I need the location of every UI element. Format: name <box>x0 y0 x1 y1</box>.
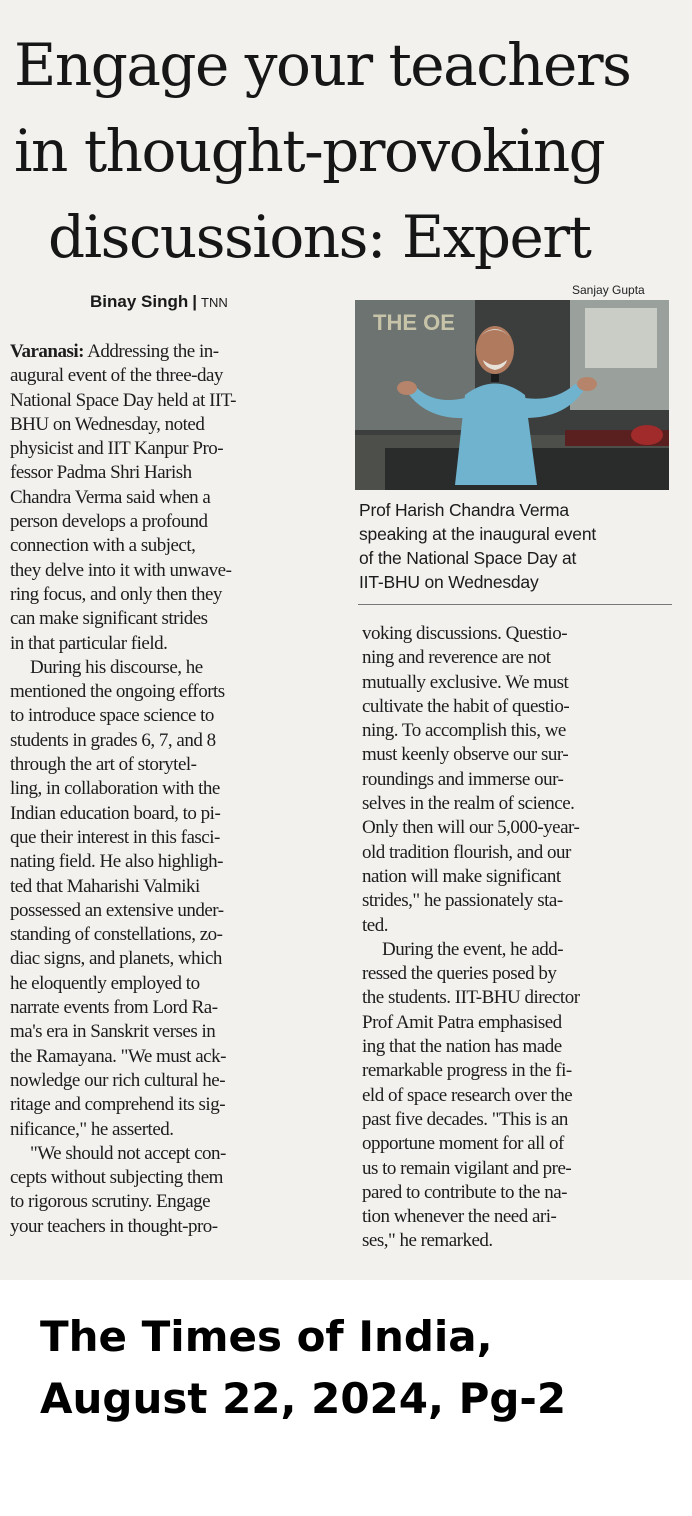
body-line: ted that Maharishi Valmiki <box>10 875 200 897</box>
body-line: nowledge our rich cultural he- <box>10 1069 226 1091</box>
speaker-illustration <box>355 300 669 490</box>
author-name: Binay Singh <box>90 292 189 311</box>
body-line: to introduce space science to <box>10 705 214 727</box>
body-line: person develops a profound <box>10 511 208 533</box>
body-line: cultivate the habit of questio- <box>362 695 570 717</box>
body-line: Chandra Verma said when a <box>10 486 211 508</box>
source-date-page: August 22, 2024, Pg-2 <box>40 1374 567 1423</box>
backdrop-banner-text: ТНЕ ОЕ <box>373 310 455 335</box>
body-line: can make significant strides <box>10 608 208 630</box>
body-line: selves in the realm of science. <box>362 793 575 815</box>
body-line: mutually exclusive. We must <box>362 671 569 693</box>
body-line <box>10 340 328 364</box>
headline-line-2: in thought-provoking <box>14 117 605 185</box>
body-line: he eloquently employed to <box>10 972 200 994</box>
body-line: roundings and immerse our- <box>362 768 564 790</box>
body-line: tion whenever the need ari- <box>362 1206 557 1228</box>
body-line: ressed the queries posed by <box>362 963 557 985</box>
body-line: possessed an extensive under- <box>10 899 224 921</box>
byline <box>90 292 228 312</box>
body-line: mentioned the ongoing efforts <box>10 681 225 703</box>
headline-line-1: Engage your teachers <box>14 31 631 99</box>
body-line: pared to contribute to the na- <box>362 1181 568 1203</box>
body-line: through the art of storytel- <box>10 754 197 776</box>
body-line: opportune moment for all of <box>362 1133 564 1155</box>
body-line: nificance," he asserted. <box>10 1118 174 1140</box>
speaker-photo <box>355 300 669 490</box>
body-line: fessor Padma Shri Harish <box>10 462 192 484</box>
source-publication: The Times of India, <box>40 1312 493 1361</box>
body-line: augural event of the three-day <box>10 365 223 387</box>
article-column-right <box>362 622 684 1254</box>
caption-line: IIT-BHU on Wednesday <box>359 572 539 592</box>
body-line: standing of constellations, zo- <box>10 924 223 946</box>
dateline: Varanasi: <box>10 341 84 362</box>
body-line: old tradition flourish, and our <box>362 841 571 863</box>
source-citation <box>40 1306 566 1430</box>
body-line: cepts without subjecting them <box>10 1167 223 1189</box>
body-line: nating field. He also highligh- <box>10 851 223 873</box>
body-line: diac signs, and planets, which <box>10 948 222 970</box>
body-line: ing that the nation has made <box>362 1036 562 1058</box>
body-line: ning and reverence are not <box>362 647 551 669</box>
body-line: Indian education board, to pi- <box>10 802 221 824</box>
body-line: us to remain vigilant and pre- <box>362 1157 572 1179</box>
body-line: BHU on Wednesday, noted <box>10 413 205 435</box>
body-line: ling, in collaboration with the <box>10 778 220 800</box>
body-line: narrate events from Lord Ra- <box>10 997 218 1019</box>
body-line: ning. To accomplish this, we <box>362 720 566 742</box>
body-line: During the event, he add- <box>382 938 564 960</box>
body-line: nation will make significant <box>362 865 561 887</box>
body-line: National Space Day held at IIT- <box>10 389 236 411</box>
photo-caption <box>359 498 677 594</box>
headline-line-3: discussions: Expert <box>48 203 591 271</box>
headline <box>14 22 684 280</box>
body-line: students in grades 6, 7, and 8 <box>10 729 216 751</box>
body-line: ses," he remarked. <box>362 1230 493 1252</box>
body-line: que their interest in this fasci- <box>10 826 220 848</box>
body-line: must keenly observe our sur- <box>362 744 569 766</box>
news-agency: TNN <box>201 295 228 310</box>
caption-line: of the National Space Day at <box>359 548 577 568</box>
body-line: ritage and comprehend its sig- <box>10 1094 226 1116</box>
caption-line: Prof Harish Chandra Verma <box>359 500 569 520</box>
byline-separator: | <box>192 292 197 311</box>
article-column-left <box>10 340 328 1239</box>
body-line: eld of space research over the <box>362 1084 573 1106</box>
caption-line: speaking at the inaugural event <box>359 524 597 544</box>
body-line: Prof Amit Patra emphasised <box>362 1011 562 1033</box>
body-line: ma's era in Sanskrit verses in <box>10 1021 216 1043</box>
body-line: Only then will our 5,000-year- <box>362 817 580 839</box>
body-line-text: Addressing the in- <box>87 341 219 362</box>
body-line: voking discussions. Questio- <box>362 623 568 644</box>
body-line: they delve into it with unwave- <box>10 559 232 581</box>
body-line: to rigorous scrutiny. Engage <box>10 1191 211 1213</box>
caption-divider <box>358 604 672 605</box>
body-line: strides," he passionately sta- <box>362 890 563 912</box>
body-line: your teachers in thought-pro- <box>10 1215 218 1237</box>
body-line: During his discourse, he <box>30 656 203 678</box>
body-line: remarkable progress in the fi- <box>362 1060 572 1082</box>
body-line: "We should not accept con- <box>30 1142 226 1164</box>
body-line: the Ramayana. "We must ack- <box>10 1045 226 1067</box>
body-line: physicist and IIT Kanpur Pro- <box>10 438 224 460</box>
body-line: past five decades. "This is an <box>362 1108 568 1130</box>
body-line: ring focus, and only then they <box>10 583 222 605</box>
body-line: ted. <box>362 914 388 936</box>
photo-credit: Sanjay Gupta <box>572 283 645 297</box>
body-line: connection with a subject, <box>10 535 196 557</box>
body-line: in that particular field. <box>10 632 168 654</box>
body-line: the students. IIT-BHU director <box>362 987 580 1009</box>
